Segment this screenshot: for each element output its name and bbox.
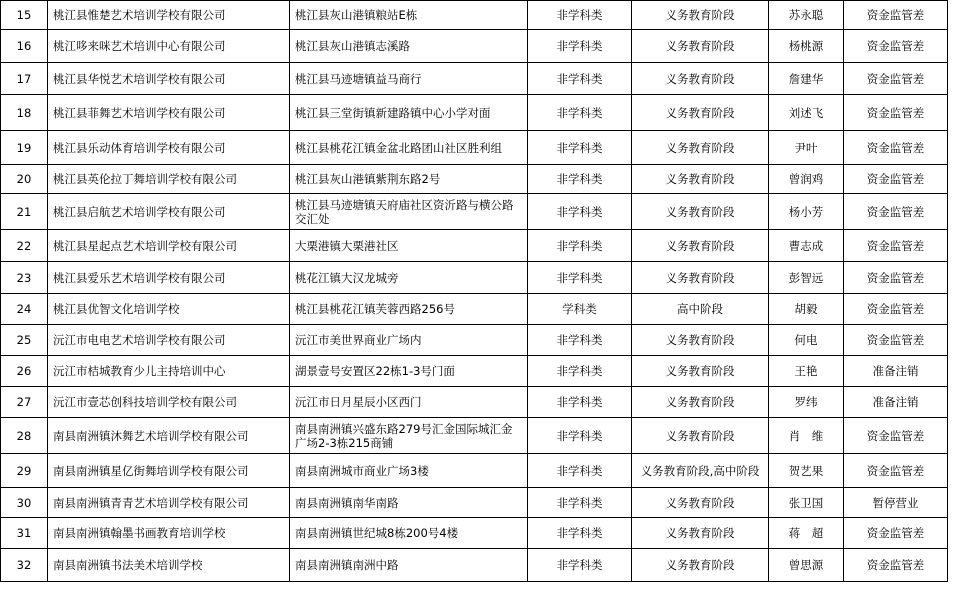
category-cell: 非学科类: [528, 63, 632, 95]
contact-person: 蒋 超: [769, 518, 844, 549]
row-index: 22: [1, 230, 48, 262]
institution-name: 桃江县星起点艺术培训学校有限公司: [48, 230, 290, 262]
stage-cell: 义务教育阶段: [632, 194, 769, 230]
status-cell: 资金监管差: [844, 30, 948, 63]
category-cell: 学科类: [528, 294, 632, 325]
stage-cell: 义务教育阶段: [632, 30, 769, 63]
category-cell: 非学科类: [528, 262, 632, 294]
status-cell: 资金监管差: [844, 63, 948, 95]
institution-name: 桃江县启航艺术培训学校有限公司: [48, 194, 290, 230]
institution-name: 南县南洲镇书法美术培训学校: [48, 549, 290, 582]
institution-name: 桃江县优智文化培训学校: [48, 294, 290, 325]
stage-cell: 义务教育阶段: [632, 1, 769, 30]
table-row: [1, 294, 948, 325]
table-row: [1, 30, 948, 63]
stage-cell: 义务教育阶段: [632, 387, 769, 418]
row-index: 31: [1, 518, 48, 549]
row-index: 25: [1, 325, 48, 356]
institution-address: 大栗港镇大栗港社区: [290, 230, 528, 262]
row-index: 19: [1, 131, 48, 165]
stage-cell: 义务教育阶段: [632, 356, 769, 387]
institution-address: 桃江县马迹塘镇益马商行: [290, 63, 528, 95]
category-cell: 非学科类: [528, 230, 632, 262]
status-cell: 资金监管差: [844, 1, 948, 30]
institution-address: 南县南洲镇南华南路: [290, 488, 528, 518]
institution-name: 桃江县英伦拉丁舞培训学校有限公司: [48, 165, 290, 194]
status-cell: 资金监管差: [844, 131, 948, 165]
contact-person: 苏永聪: [769, 1, 844, 30]
row-index: 15: [1, 1, 48, 30]
institution-address: 沅江市日月星辰小区西门: [290, 387, 528, 418]
institution-name: 沅江市桔城教育少儿主持培训中心: [48, 356, 290, 387]
stage-cell: 义务教育阶段: [632, 549, 769, 582]
status-cell: 准备注销: [844, 387, 948, 418]
contact-person: 罗纬: [769, 387, 844, 418]
institution-name: 桃江哆来咪艺术培训中心有限公司: [48, 30, 290, 63]
contact-person: 曹志成: [769, 230, 844, 262]
institution-name: 桃江县菲舞艺术培训学校有限公司: [48, 95, 290, 131]
row-index: 26: [1, 356, 48, 387]
stage-cell: 义务教育阶段: [632, 418, 769, 454]
stage-cell: 义务教育阶段: [632, 518, 769, 549]
institution-address: 桃江县马迹塘镇天府庙社区资沂路与横公路交汇处: [290, 194, 528, 230]
status-cell: 资金监管差: [844, 549, 948, 582]
category-cell: 非学科类: [528, 165, 632, 194]
category-cell: 非学科类: [528, 518, 632, 549]
row-index: 32: [1, 549, 48, 582]
table-row: [1, 488, 948, 518]
contact-person: 刘述飞: [769, 95, 844, 131]
table-row: [1, 454, 948, 488]
status-cell: 资金监管差: [844, 294, 948, 325]
institution-address: 沅江市美世界商业广场内: [290, 325, 528, 356]
table-body: [1, 1, 948, 582]
institution-name: 桃江县爱乐艺术培训学校有限公司: [48, 262, 290, 294]
contact-person: 杨桃源: [769, 30, 844, 63]
row-index: 17: [1, 63, 48, 95]
institution-address: 桃江县灰山港镇志溪路: [290, 30, 528, 63]
status-cell: 资金监管差: [844, 325, 948, 356]
row-index: 27: [1, 387, 48, 418]
row-index: 24: [1, 294, 48, 325]
institution-address: 南县南洲城市商业广场3楼: [290, 454, 528, 488]
status-cell: 暂停营业: [844, 488, 948, 518]
category-cell: 非学科类: [528, 30, 632, 63]
category-cell: 非学科类: [528, 418, 632, 454]
row-index: 18: [1, 95, 48, 131]
status-cell: 资金监管差: [844, 165, 948, 194]
stage-cell: 义务教育阶段: [632, 325, 769, 356]
category-cell: 非学科类: [528, 454, 632, 488]
institution-address: 南县南洲镇兴盛东路279号汇金国际城汇金广场2-3栋215商铺: [290, 418, 528, 454]
stage-cell: 义务教育阶段: [632, 488, 769, 518]
contact-person: 杨小芳: [769, 194, 844, 230]
row-index: 21: [1, 194, 48, 230]
status-cell: 资金监管差: [844, 95, 948, 131]
institution-address: 南县南洲镇南洲中路: [290, 549, 528, 582]
table-row: [1, 518, 948, 549]
category-cell: 非学科类: [528, 325, 632, 356]
table-row: [1, 418, 948, 454]
category-cell: 非学科类: [528, 549, 632, 582]
contact-person: 王艳: [769, 356, 844, 387]
contact-person: 张卫国: [769, 488, 844, 518]
category-cell: 非学科类: [528, 1, 632, 30]
category-cell: 非学科类: [528, 194, 632, 230]
institution-name: 沅江市壹芯创科技培训学校有限公司: [48, 387, 290, 418]
institution-name: 南县南洲镇星亿街舞培训学校有限公司: [48, 454, 290, 488]
institution-name: 桃江县华悦艺术培训学校有限公司: [48, 63, 290, 95]
status-cell: 准备注销: [844, 356, 948, 387]
stage-cell: 义务教育阶段,高中阶段: [632, 454, 769, 488]
status-cell: 资金监管差: [844, 262, 948, 294]
institution-address: 桃江县桃花江镇金盆北路团山社区胜利组: [290, 131, 528, 165]
institution-name: 沅江市电电艺术培训学校有限公司: [48, 325, 290, 356]
table-row: [1, 230, 948, 262]
row-index: 28: [1, 418, 48, 454]
stage-cell: 义务教育阶段: [632, 63, 769, 95]
table-row: [1, 325, 948, 356]
institution-address: 桃江县灰山港镇粮站E栋: [290, 1, 528, 30]
contact-person: 曾思源: [769, 549, 844, 582]
category-cell: 非学科类: [528, 356, 632, 387]
institution-name: 桃江县乐动体育培训学校有限公司: [48, 131, 290, 165]
stage-cell: 高中阶段: [632, 294, 769, 325]
institution-address: 桃花江镇大汉龙城旁: [290, 262, 528, 294]
row-index: 16: [1, 30, 48, 63]
stage-cell: 义务教育阶段: [632, 165, 769, 194]
table-row: [1, 131, 948, 165]
table-row: [1, 549, 948, 582]
contact-person: 詹建华: [769, 63, 844, 95]
institution-address: 南县南洲镇世纪城8栋200号4楼: [290, 518, 528, 549]
row-index: 29: [1, 454, 48, 488]
contact-person: 尹叶: [769, 131, 844, 165]
table-row: [1, 63, 948, 95]
institution-name: 南县南洲镇沐舞艺术培训学校有限公司: [48, 418, 290, 454]
status-cell: 资金监管差: [844, 230, 948, 262]
institution-address: 桃江县三堂街镇新建路镇中心小学对面: [290, 95, 528, 131]
row-index: 20: [1, 165, 48, 194]
stage-cell: 义务教育阶段: [632, 95, 769, 131]
institution-address: 桃江县桃花江镇芙蓉西路256号: [290, 294, 528, 325]
institution-name: 桃江县惟楚艺术培训学校有限公司: [48, 1, 290, 30]
table-row: [1, 262, 948, 294]
contact-person: 胡毅: [769, 294, 844, 325]
institution-name: 南县南洲镇青青艺术培训学校有限公司: [48, 488, 290, 518]
institution-address: 桃江县灰山港镇紫荆东路2号: [290, 165, 528, 194]
category-cell: 非学科类: [528, 488, 632, 518]
institution-name: 南县南洲镇翰墨书画教育培训学校: [48, 518, 290, 549]
contact-person: 肖 维: [769, 418, 844, 454]
table-row: [1, 356, 948, 387]
table-row: [1, 165, 948, 194]
category-cell: 非学科类: [528, 387, 632, 418]
institution-address: 湖景壹号安置区22栋1-3号门面: [290, 356, 528, 387]
contact-person: 彭智远: [769, 262, 844, 294]
status-cell: 资金监管差: [844, 418, 948, 454]
status-cell: 资金监管差: [844, 194, 948, 230]
row-index: 30: [1, 488, 48, 518]
table-row: [1, 194, 948, 230]
stage-cell: 义务教育阶段: [632, 230, 769, 262]
table-row: [1, 387, 948, 418]
category-cell: 非学科类: [528, 95, 632, 131]
status-cell: 资金监管差: [844, 454, 948, 488]
table-row: [1, 95, 948, 131]
status-cell: 资金监管差: [844, 518, 948, 549]
stage-cell: 义务教育阶段: [632, 131, 769, 165]
category-cell: 非学科类: [528, 131, 632, 165]
row-index: 23: [1, 262, 48, 294]
stage-cell: 义务教育阶段: [632, 262, 769, 294]
contact-person: 曾润鸡: [769, 165, 844, 194]
contact-person: 贺艺果: [769, 454, 844, 488]
contact-person: 何电: [769, 325, 844, 356]
table-row: [1, 1, 948, 30]
